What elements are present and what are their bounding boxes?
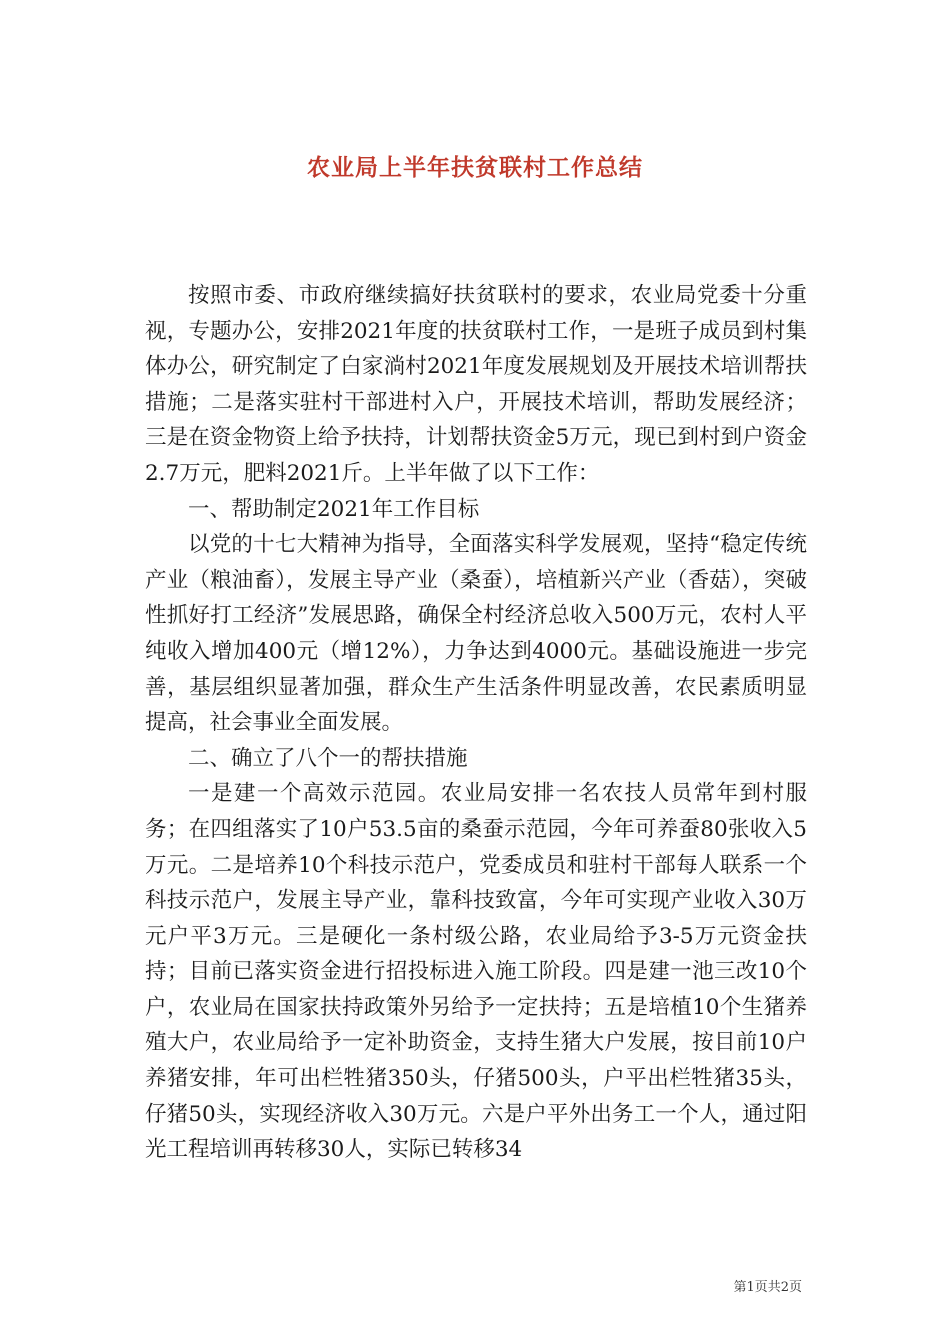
document-body [145, 278, 807, 1168]
page-title: 农业局上半年扶贫联村工作总结 [307, 155, 643, 182]
section-heading-1: 一、帮助制定2021年工作目标 [188, 496, 480, 522]
measures-paragraph: 一是建一个高效示范园。农业局安排一名农技人员常年到村服务；在四组落实了10户53.5亩的桑蚕示范园，今年可养蚕80张收入5万元。二是培养10个科技示范户，党委成员和驻村干部每人联系一个科技示范户，发展主导产业，靠科技致富，今年可实现产业收入30万元户平3万元。三是硬化一条村级公路，农业局给予3-5万元资金扶持；目前已落实资金进行招投标进入施工阶段。四是建一池三改10个户，农业局在国家扶持政策外另给予一定扶持；五是培植10个生猪养殖大户，农业局给予一定补助资金，支持生猪大户发展，按目前10户养猪安排，年可出栏牲猪350头，仔猪500头，户平出栏牲猪35头，仔猪50头，实现经济收入30万元。六是户平外出务工一个人，通过阳光工程培训再转移30人，实际已转移34 [145, 781, 807, 1163]
intro-paragraph: 按照市委、市政府继续搞好扶贫联村的要求，农业局党委十分重视，专题办公，安排2021年度的扶贫联村工作，一是班子成员到村集体办公，研究制定了白家淌村2021年度发展规划及开展技术培训帮扶措施；二是落实驻村干部进村入户，开展技术培训，帮助发展经济；三是在资金物资上给予扶持，计划帮扶资金5万元，现已到村到户资金2.7万元，肥料2021斤。上半年做了以下工作： [145, 283, 807, 486]
section-heading-2: 二、确立了八个一的帮扶措施 [188, 745, 468, 771]
goals-paragraph: 以党的十七大精神为指导，全面落实科学发展观，坚持“稳定传统产业（粮油畜），发展主导产业（桑蚕），培植新兴产业（香菇），突破性抓好打工经济”发展思路，确保全村经济总收入500万元，农村人平纯收入增加400元（增12%），力争达到4000元。基础设施进一步完善，基层组织显著加强，群众生产生活条件明显改善，农民素质明显提高，社会事业全面发展。 [145, 532, 807, 736]
page-number-footer: 第1页共2页 [733, 1280, 802, 1295]
